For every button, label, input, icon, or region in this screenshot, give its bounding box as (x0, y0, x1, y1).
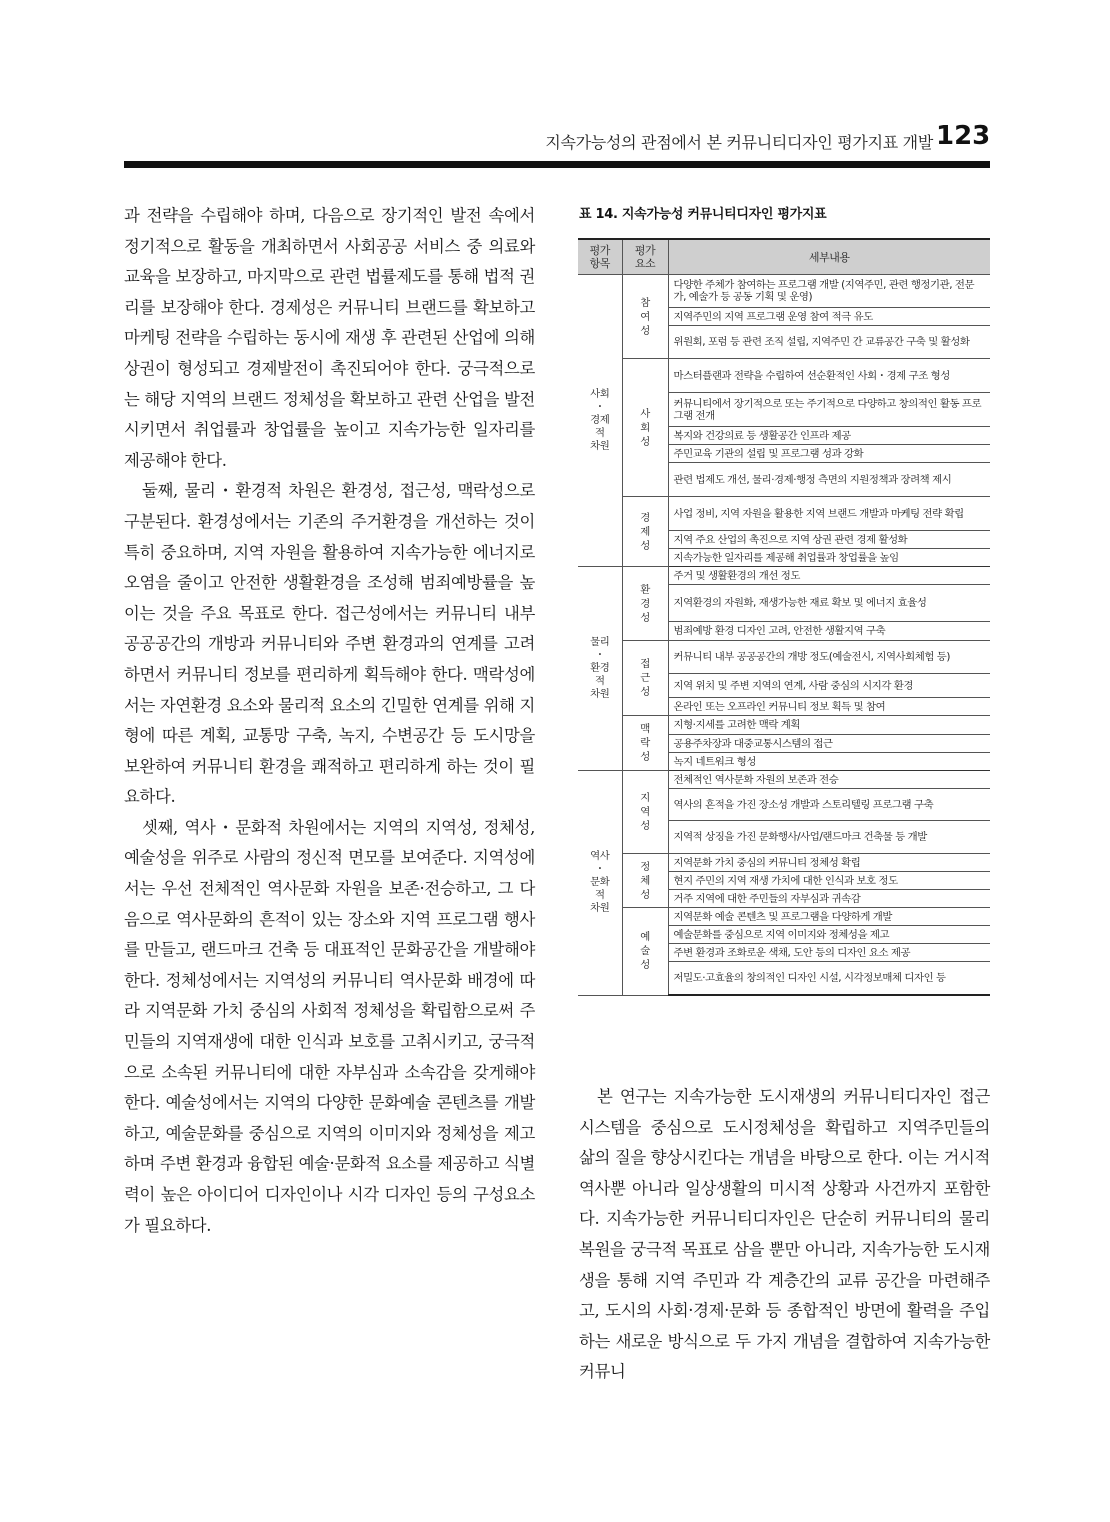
element-cell (622, 641, 668, 716)
detail-cell: 관련 법제도 개선, 물리·경제·행정 측면의 지원정책과 장려책 제시 (668, 463, 990, 497)
header-text: 세부내용 (808, 250, 850, 264)
detail-cell: 지형·지세를 고려한 맥락 계획 (668, 716, 990, 735)
element-cell (622, 567, 668, 641)
detail-cell: 온라인 또는 오프라인 커뮤니티 정보 획득 및 참여 (668, 698, 990, 716)
element-label: 경제성 (640, 511, 650, 552)
element-label: 참여성 (640, 296, 650, 337)
element-cell (622, 497, 668, 567)
indicator-table (578, 238, 990, 996)
detail-cell: 주민교육 기관의 설립 및 프로그램 성과 강화 (668, 445, 990, 463)
header-detail (668, 239, 990, 275)
detail-cell: 마스터플랜과 전략을 수립하여 선순환적인 사회・경제 구조 형성 (668, 359, 990, 393)
detail-cell: 주거 및 생활환경의 개선 정도 (668, 567, 990, 585)
detail-cell: 지속가능한 일자리를 제공해 취업률과 창업률을 높임 (668, 549, 990, 567)
table-row (578, 497, 990, 531)
detail-cell: 전체적인 역사문화 자원의 보존과 전승 (668, 771, 990, 789)
dimension-cell (578, 567, 622, 771)
header-rule (124, 161, 990, 168)
dimension-cell (578, 771, 622, 996)
element-cell (622, 275, 668, 359)
table-row (578, 641, 990, 674)
dimension-label: 역사 ・ 문화 적 차원 (590, 850, 610, 915)
detail-cell: 지역환경의 자원화, 재생가능한 재료 확보 및 에너지 효율성 (668, 585, 990, 622)
table-row (578, 771, 990, 789)
paragraph: 과 전략을 수립해야 하며, 다음으로 장기적인 발전 속에서 정기적으로 활동을 개최하면서 사회공공 서비스 중 의료와 교육을 보장하고, 마지막으로 관련 법률제도를 통해 법적 권리를 보장해야 한다. 경제성은 커뮤니티 브랜드를 확보하고 마케팅 전략을 수립하는 동시에 재생 후 관련된 산업에 의해 상권이 형성되고 경제발전이 촉진되어야 한다. 궁극적으로는 해당 지역의 브랜드 정체성을 확보하고 관련 산업을 발전시키면서 취업률과 창업률을 높이고 지속가능한 일자리를 제공해야 한다. (124, 206, 535, 470)
element-cell (622, 359, 668, 497)
dimension-label: 사회 ・ 경제 적 차원 (590, 388, 610, 452)
dimension-label: 물리 ・ 환경 적 차원 (590, 636, 610, 700)
paragraph: 셋째, 역사・문화적 차원에서는 지역의 지역성, 정체성, 예술성을 위주로 사람의 정신적 면모를 보여준다. 지역성에서는 우선 전체적인 역사문화 자원을 보존·전승하고, 그 다음으로 역사문화의 흔적이 있는 장소와 지역 프로그램 행사를 만들고, 랜드마크 건축 등 대표적인 문화공간을 개발해야 한다. 정체성에서는 지역성의 커뮤니티 역사문화 배경에 따라 지역문화 가치 중심의 사회적 정체성을 확립함으로써 주민들의 지역재생에 대한 인식과 보호를 고취시키고, 궁극적으로 소속된 커뮤니티에 대한 자부심과 소속감을 갖게해야 한다. 예술성에서는 지역의 다양한 문화예술 콘텐츠를 개발하고, 예술문화를 중심으로 지역의 이미지와 정체성을 제고하며 주변 환경과 융합된 예술·문화적 요소를 제공하고 식별력이 높은 아이디어 디자인이나 시각 디자인 등의 구성요소가 필요하다. (124, 817, 535, 1235)
detail-cell: 사업 정비, 지역 자원을 활용한 지역 브랜드 개발과 마케팅 전략 확립 (668, 497, 990, 531)
detail-cell: 지역주민의 지역 프로그램 운영 참여 적극 유도 (668, 308, 990, 326)
element-cell (622, 771, 668, 854)
dimension-cell (578, 275, 622, 567)
table-header-row (578, 239, 990, 275)
element-cell (622, 854, 668, 908)
detail-cell: 지역문화 예술 콘텐츠 및 프로그램을 다양하게 개발 (668, 908, 990, 926)
header-text: 평가 요소 (634, 244, 656, 270)
detail-cell: 범죄예방 환경 디자인 고려, 안전한 생활지역 구축 (668, 622, 990, 641)
detail-cell: 지역적 상징을 가진 문화행사/사업/랜드마크 건축물 등 개발 (668, 821, 990, 854)
detail-cell: 현지 주민의 지역 재생 가치에 대한 인식과 보호 정도 (668, 872, 990, 890)
detail-cell: 위원회, 포럼 등 관련 조직 설립, 지역주민 간 교류공간 구축 및 활성화 (668, 326, 990, 359)
detail-cell: 커뮤니티 내부 공공공간의 개방 정도(예술전시, 지역사회체험 등) (668, 641, 990, 674)
detail-cell: 역사의 흔적을 가진 장소성 개발과 스토리텔링 프로그램 구축 (668, 789, 990, 821)
paragraph: 본 연구는 지속가능한 도시재생의 커뮤니티디자인 접근 시스템을 중심으로 도시정체성을 확립하고 지역주민들의 삶의 질을 향상시킨다는 개념을 바탕으로 한다. 이는 거시적 역사뿐 아니라 일상생활의 미시적 상황과 사건까지 포함한다. 지속가능한 커뮤니티디자인은 단순히 커뮤니티의 물리복원을 궁극적 목표로 삼을 뿐만 아니라, 지속가능한 도시재생을 통해 지역 주민과 각 계층간의 교류 공간을 마련해주고, 도시의 사회·경제·문화 등 종합적인 방면에 활력을 주입하는 새로운 방식으로 두 가지 개념을 결합하여 지속가능한 커뮤니 (579, 1087, 990, 1382)
header-dimension (578, 239, 622, 275)
table-row (578, 275, 990, 308)
right-text-column (579, 1082, 990, 1388)
element-cell (622, 908, 668, 996)
table-row (578, 854, 990, 872)
detail-cell: 예술문화를 중심으로 지역 이미지와 정체성을 제고 (668, 926, 990, 944)
detail-cell: 커뮤니티에서 장기적으로 또는 주기적으로 다양하고 창의적인 활동 프로그램 전개 (668, 393, 990, 427)
detail-cell: 거주 지역에 대한 주민들의 자부심과 귀속감 (668, 890, 990, 908)
table-body (578, 275, 990, 996)
element-label: 정체성 (640, 860, 650, 901)
element-label: 예술성 (640, 931, 650, 972)
detail-cell: 지역 위치 및 주변 지역의 연계, 사람 중심의 시지각 환경 (668, 674, 990, 698)
detail-cell: 공용주차장과 대중교통시스템의 접근 (668, 735, 990, 753)
left-text-column (124, 201, 535, 1241)
element-cell (622, 716, 668, 771)
detail-cell: 지역 주요 산업의 촉진으로 지역 상권 관련 경제 활성화 (668, 531, 990, 549)
detail-cell: 지역문화 가치 중심의 커뮤니티 정체성 확립 (668, 854, 990, 872)
table-caption: 표 14. 지속가능성 커뮤니티디자인 평가지표 (579, 207, 827, 222)
table-row (578, 716, 990, 735)
table-row (578, 359, 990, 393)
paragraph: 둘째, 물리・환경적 차원은 환경성, 접근성, 맥락성으로 구분된다. 환경성에서는 기존의 주거환경을 개선하는 것이 특히 중요하며, 지역 자원을 활용하여 지속가능한 에너지로 오염을 줄이고 안전한 생활환경을 조성해 범죄예방률을 높이는 것을 주요 목표로 한다. 접근성에서는 커뮤니티 내부 공공공간의 개방과 커뮤니티와 주변 환경과의 연계를 고려하면서 커뮤니티 정보를 편리하게 획득해야 한다. 맥락성에서는 자연환경 요소와 물리적 요소의 긴밀한 연계를 위해 지형에 따른 계획, 교통망 구축, 녹지, 수변공간 등 도시망을 보완하여 커뮤니티 환경을 쾌적하고 편리하게 하는 것이 필요하다. (124, 481, 535, 807)
table-row (578, 567, 990, 585)
detail-cell: 주변 환경과 조화로운 색채, 도안 등의 디자인 요소 제공 (668, 944, 990, 962)
element-label: 사회성 (640, 407, 650, 448)
element-label: 접근성 (640, 658, 650, 698)
running-title: 지속가능성의 관점에서 본 커뮤니티디자인 평가지표 개발 (545, 133, 933, 152)
table-row (578, 908, 990, 926)
element-label: 지역성 (640, 792, 650, 832)
element-label: 환경성 (640, 583, 650, 624)
detail-cell: 녹지 네트워크 형성 (668, 753, 990, 771)
detail-cell: 저밀도·고효율의 창의적인 디자인 시설, 시각정보매체 디자인 등 (668, 962, 990, 996)
header-text: 평가 항목 (589, 244, 610, 270)
detail-cell: 복지와 건강의료 등 생활공간 인프라 제공 (668, 427, 990, 445)
element-label: 맥락성 (640, 723, 650, 763)
header-element (622, 239, 668, 275)
page-number: 123 (936, 121, 991, 151)
detail-cell: 다양한 주체가 참여하는 프로그램 개발 (지역주민, 관련 행정기관, 전문가, 예술가 등 공동 기획 및 운영) (668, 275, 990, 308)
